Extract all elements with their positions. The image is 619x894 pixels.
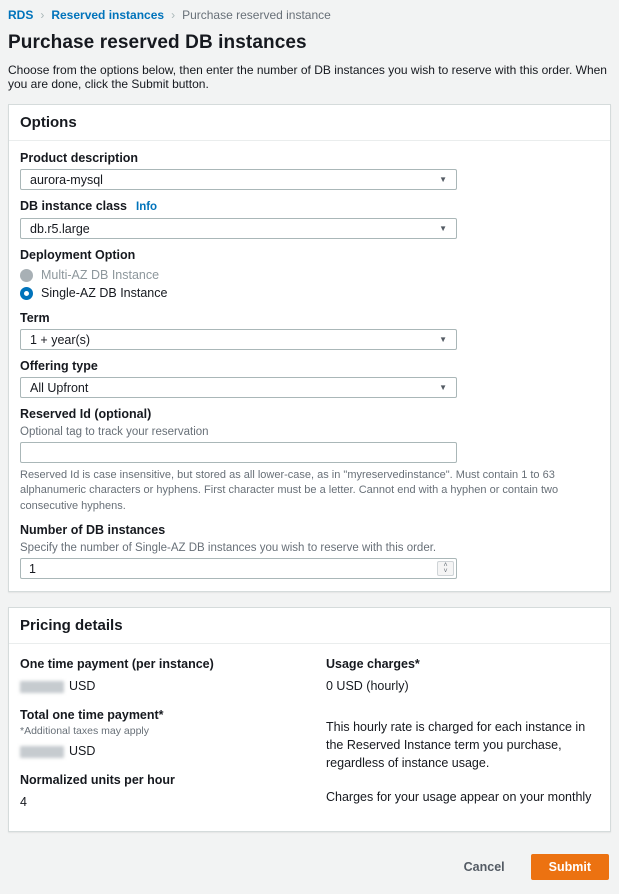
- submit-button[interactable]: Submit: [531, 854, 609, 880]
- redacted-value: [20, 746, 64, 758]
- offering-type-select[interactable]: [20, 377, 457, 398]
- tax-note: *Additional taxes may apply: [20, 725, 149, 738]
- breadcrumb-link-rds[interactable]: RDS: [8, 8, 34, 22]
- pricing-left-column: [20, 657, 308, 821]
- pricing-panel: [8, 607, 611, 832]
- number-of-instances-description: Specify the number of Single-AZ DB instances you wish to reserve with this order.: [20, 542, 437, 555]
- total-one-time-payment-item: [20, 708, 308, 759]
- monthly-usage-note: Charges for your usage appear on your monthly: [326, 789, 592, 804]
- product-description-selected-value: aurora-mysql: [30, 172, 103, 187]
- db-instance-class-info-link[interactable]: Info: [136, 201, 158, 213]
- db-instance-class-label: DB instance class: [20, 199, 127, 213]
- normalized-units-value: 4: [20, 795, 27, 810]
- radio-disabled-icon: [20, 269, 33, 282]
- reserved-id-label: Reserved Id (optional): [20, 407, 152, 421]
- product-description-label: Product description: [20, 151, 139, 165]
- options-panel-title: Options: [9, 105, 610, 141]
- stepper-down-icon[interactable]: ˅: [443, 567, 448, 575]
- hourly-rate-note: This hourly rate is charged for each instance in the Reserved Instance term you purchase, regardless of instance usage.: [326, 720, 586, 771]
- options-panel-body: [9, 141, 610, 591]
- one-time-payment-label: One time payment (per instance): [20, 657, 214, 672]
- number-stepper[interactable]: [437, 561, 454, 576]
- page-description: Choose from the options below, then enter the number of DB instances you wish to reserve with this order. When you are done, click the Submit button.: [8, 63, 607, 91]
- offering-type-label: Offering type: [20, 359, 98, 373]
- usage-charges-label: Usage charges*: [326, 657, 420, 672]
- chevron-down-icon: ▼: [439, 174, 447, 184]
- field-offering-type: [20, 359, 599, 398]
- footer-actions: [8, 847, 611, 890]
- options-panel: [8, 104, 611, 592]
- field-number-of-instances: [20, 523, 599, 579]
- number-of-instances-input[interactable]: [20, 558, 457, 579]
- total-one-time-payment-currency: USD: [69, 744, 96, 759]
- field-deployment-option: [20, 248, 599, 302]
- pricing-panel-title: Pricing details: [9, 608, 610, 644]
- chevron-down-icon: ▼: [439, 223, 447, 233]
- breadcrumb-separator-icon: ›: [171, 8, 176, 22]
- total-one-time-payment-label: Total one time payment*: [20, 708, 164, 723]
- usage-charges-value: 0 USD (hourly): [326, 679, 409, 694]
- pricing-right-column: [326, 657, 599, 821]
- redacted-value: [20, 681, 64, 693]
- deployment-option-radio-group: [20, 266, 599, 302]
- term-select[interactable]: [20, 329, 457, 350]
- stepper-up-icon[interactable]: ˄: [443, 561, 448, 569]
- offering-type-selected-value: All Upfront: [30, 380, 89, 395]
- radio-single-az-label: Single-AZ DB Instance: [41, 286, 168, 300]
- radio-multi-az: [20, 266, 599, 284]
- radio-single-az[interactable]: [20, 284, 599, 302]
- term-label: Term: [20, 311, 50, 325]
- breadcrumb: [8, 6, 611, 28]
- deployment-option-label: Deployment Option: [20, 248, 136, 262]
- cancel-button[interactable]: Cancel: [462, 856, 507, 878]
- breadcrumb-separator-icon: ›: [40, 8, 45, 22]
- breadcrumb-current-page: Purchase reserved instance: [182, 8, 331, 22]
- reserved-id-constraint-text: Reserved Id is case insensitive, but stored as all lower-case, as in "myreservedinstance". Must contain 1 to 63 alphanumeric characters or hyphens. First character must be a letter. Cannot end with a hyphen or contain two consecutive hyphens.: [20, 469, 559, 512]
- chevron-down-icon: ▼: [439, 382, 447, 392]
- breadcrumb-link-reserved-instances[interactable]: Reserved instances: [51, 8, 165, 22]
- one-time-payment-item: [20, 657, 308, 694]
- number-of-instances-label: Number of DB instances: [20, 523, 166, 538]
- page-title: Purchase reserved DB instances: [8, 32, 307, 53]
- field-db-instance-class: [20, 199, 599, 239]
- field-term: [20, 311, 599, 350]
- db-instance-class-selected-value: db.r5.large: [30, 221, 90, 236]
- pricing-panel-body: [9, 644, 610, 831]
- normalized-units-label: Normalized units per hour: [20, 773, 175, 788]
- db-instance-class-select[interactable]: [20, 218, 457, 239]
- product-description-select[interactable]: [20, 169, 457, 190]
- reserved-id-description: Optional tag to track your reservation: [20, 426, 209, 438]
- normalized-units-item: [20, 773, 308, 810]
- reserved-id-input[interactable]: [20, 442, 457, 463]
- one-time-payment-currency: USD: [69, 679, 96, 694]
- term-selected-value: 1 + year(s): [30, 332, 91, 347]
- radio-selected-icon: [20, 287, 33, 300]
- field-reserved-id: [20, 407, 599, 514]
- chevron-down-icon: ▼: [439, 334, 447, 344]
- field-product-description: [20, 151, 599, 190]
- radio-multi-az-label: Multi-AZ DB Instance: [41, 268, 160, 282]
- usage-charges-item: [326, 657, 599, 694]
